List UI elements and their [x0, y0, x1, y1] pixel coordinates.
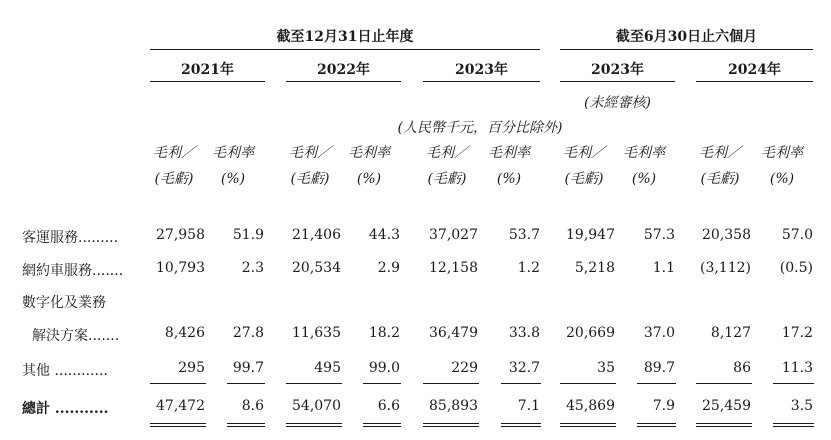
total-double-rule: [696, 426, 752, 427]
subtotal-rule: [423, 383, 479, 384]
col-header-line2: (毛虧): [564, 171, 604, 187]
table-cell: 8,127: [710, 325, 751, 341]
col-gross-margin-header: [478, 140, 540, 192]
col-header-line1: 毛利／: [563, 145, 605, 161]
total-double-rule: [363, 426, 401, 427]
subtotal-rule: [501, 383, 541, 384]
table-cell: 1.2: [517, 260, 540, 276]
table-cell: 53.7: [508, 227, 540, 243]
col-gross-profit-header: [689, 140, 751, 192]
table-cell: (0.5): [779, 260, 813, 276]
col-header-line2: (毛虧): [700, 171, 740, 187]
row-ride-hailing-label: 網約車服務.......: [22, 263, 124, 279]
year-rule: [286, 81, 401, 82]
table-cell: 25,459: [702, 398, 751, 414]
period-full-year-header: 截至12月31日止年度: [276, 29, 414, 45]
table-cell: 20,669: [566, 325, 615, 341]
table-cell: 20,358: [702, 227, 751, 243]
total-double-rule: [150, 423, 206, 424]
total-double-rule: [773, 423, 814, 424]
table-cell: 37,027: [429, 227, 478, 243]
total-double-rule: [423, 426, 479, 427]
table-cell: 7.9: [652, 398, 675, 414]
table-cell: 2.9: [377, 260, 400, 276]
table-cell: 17.2: [781, 325, 813, 341]
col-gross-profit-header: [553, 140, 615, 192]
total-double-rule: [560, 426, 616, 427]
col-header-line2: (%): [631, 171, 657, 187]
year-2024-half: 2024年: [728, 62, 781, 78]
subtotal-rule: [560, 383, 616, 384]
table-cell: 5,218: [574, 260, 615, 276]
table-cell: 18.2: [368, 325, 400, 341]
col-header-line2: (毛虧): [427, 171, 467, 187]
year-rule: [696, 81, 813, 82]
year-2021: 2021年: [181, 62, 234, 78]
table-cell: 3.5: [790, 398, 813, 414]
table-cell: 85,893: [429, 398, 478, 414]
total-double-rule: [227, 426, 265, 427]
table-cell: 11.3: [781, 360, 813, 376]
table-cell: 19,947: [566, 227, 615, 243]
total-double-rule: [286, 426, 342, 427]
col-gross-margin-header: [613, 140, 675, 192]
table-cell: 10,793: [156, 260, 205, 276]
table-cell: 35: [597, 360, 615, 376]
table-cell: 11,635: [292, 325, 341, 341]
period-full-rule: [150, 49, 540, 50]
year-2022: 2022年: [317, 62, 370, 78]
table-cell: 229: [451, 360, 478, 376]
table-cell: 20,534: [292, 260, 341, 276]
col-header-line2: (毛虧): [290, 171, 330, 187]
row-passenger-services-label: 客運服務.........: [22, 230, 119, 246]
table-cell: 57.0: [781, 227, 813, 243]
table-cell: (3,112): [699, 260, 751, 276]
subtotal-rule: [363, 383, 401, 384]
col-header-line2: (%): [356, 171, 382, 187]
row-other-label: 其他 ............: [22, 363, 108, 379]
table-cell: 7.1: [517, 398, 540, 414]
col-header-line2: (%): [769, 171, 795, 187]
subtotal-rule: [773, 383, 814, 384]
unit-note: (人民幣千元，百分比除外): [397, 120, 563, 136]
total-double-rule: [696, 423, 752, 424]
subtotal-rule: [227, 383, 265, 384]
year-2023-half: 2023年: [591, 62, 644, 78]
table-cell: 8,426: [164, 325, 205, 341]
col-header-line1: 毛利率: [761, 145, 803, 161]
table-cell: 6.6: [377, 398, 400, 414]
col-gross-margin-header: [202, 140, 264, 192]
table-cell: 33.8: [508, 325, 540, 341]
col-header-line2: (%): [496, 171, 522, 187]
total-double-rule: [637, 426, 676, 427]
table-cell: 32.7: [508, 360, 540, 376]
total-double-rule: [363, 423, 401, 424]
table-cell: 495: [314, 360, 341, 376]
table-cell: 2.3: [241, 260, 264, 276]
total-double-rule: [560, 423, 616, 424]
col-header-line1: 毛利／: [426, 145, 468, 161]
row-digital-business-label: 數字化及業務: [22, 295, 106, 311]
table-cell: 99.7: [232, 360, 264, 376]
col-gross-margin-header: [751, 140, 813, 192]
subtotal-rule: [696, 383, 752, 384]
table-cell: 12,158: [429, 260, 478, 276]
total-double-rule: [501, 426, 541, 427]
subtotal-rule: [286, 383, 342, 384]
period-six-months-header: 截至6月30日止六個月: [615, 29, 758, 45]
col-gross-profit-header: [279, 140, 341, 192]
table-cell: 47,472: [156, 398, 205, 414]
total-double-rule: [637, 423, 676, 424]
year-rule: [423, 81, 540, 82]
table-cell: 44.3: [368, 227, 400, 243]
year-2023: 2023年: [455, 62, 508, 78]
subtotal-rule: [637, 383, 676, 384]
table-cell: 1.1: [652, 260, 675, 276]
col-header-line1: 毛利率: [212, 145, 254, 161]
year-rule: [150, 81, 265, 82]
table-cell: 89.7: [643, 360, 675, 376]
table-cell: 27.8: [232, 325, 264, 341]
table-cell: 36,479: [429, 325, 478, 341]
total-double-rule: [501, 423, 541, 424]
col-header-line1: 毛利／: [289, 145, 331, 161]
col-gross-profit-header: [143, 140, 205, 192]
col-header-line1: 毛利／: [153, 145, 195, 161]
col-header-line2: (毛虧): [154, 171, 194, 187]
table-cell: 8.6: [241, 398, 264, 414]
table-cell: 45,869: [566, 398, 615, 414]
col-header-line1: 毛利率: [623, 145, 665, 161]
total-double-rule: [227, 423, 265, 424]
col-gross-margin-header: [338, 140, 400, 192]
col-header-line1: 毛利／: [699, 145, 741, 161]
row-solutions-label: 解決方案.......: [32, 328, 120, 344]
year-rule: [560, 81, 675, 82]
total-double-rule: [286, 423, 342, 424]
table-cell: 27,958: [156, 227, 205, 243]
table-cell: 54,070: [292, 398, 341, 414]
col-header-line1: 毛利率: [348, 145, 390, 161]
table-cell: 295: [178, 360, 205, 376]
row-total-label: 總計 ...........: [22, 401, 109, 417]
subtotal-rule: [150, 383, 206, 384]
col-header-line2: (%): [220, 171, 246, 187]
unaudited-note: (未經審核): [584, 95, 651, 111]
total-double-rule: [423, 423, 479, 424]
table-cell: 37.0: [643, 325, 675, 341]
col-gross-profit-header: [416, 140, 478, 192]
table-cell: 99.0: [368, 360, 400, 376]
table-cell: 86: [733, 360, 751, 376]
table-cell: 21,406: [292, 227, 341, 243]
table-cell: 57.3: [643, 227, 675, 243]
table-cell: 51.9: [232, 227, 264, 243]
col-header-line1: 毛利率: [488, 145, 530, 161]
total-double-rule: [773, 426, 814, 427]
total-double-rule: [150, 426, 206, 427]
period-half-rule: [560, 49, 813, 50]
